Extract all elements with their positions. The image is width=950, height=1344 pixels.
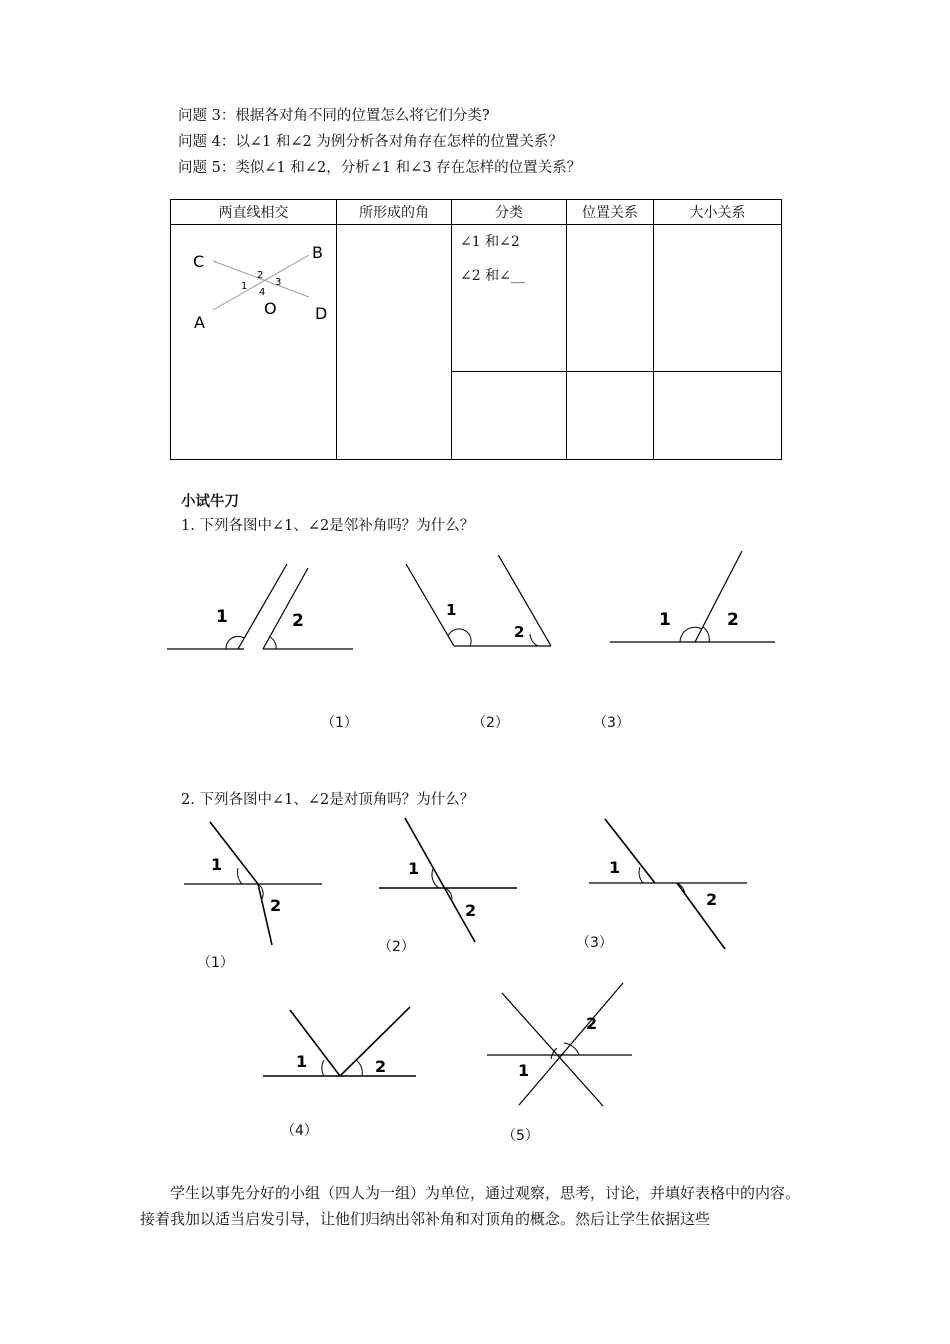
label-angle-1: 1 xyxy=(241,281,248,292)
q2-figure-2 xyxy=(375,812,525,947)
q1-caption-2: （2） xyxy=(472,715,509,731)
label-o: O xyxy=(264,299,277,318)
fig1-3-label-1: 1 xyxy=(659,610,671,630)
label-angle-2: 2 xyxy=(257,270,264,281)
q2-caption-1: （1） xyxy=(197,955,234,971)
classification-cell-bottom xyxy=(452,372,567,460)
q2-figure-5 xyxy=(485,978,635,1108)
q2-figure-4 xyxy=(260,1000,420,1085)
question-5: 问题 5：类似∠1 和∠2，分析∠1 和∠3 存在怎样的位置关系？ xyxy=(178,160,582,176)
q1-figure-1 xyxy=(160,540,360,660)
header-intersecting-lines: 两直线相交 xyxy=(171,200,337,225)
angles-table xyxy=(170,199,782,460)
closing-paragraph: 学生以事先分好的小组（四人为一组）为单位，通过观察，思考，讨论，并填好表格中的内容。接着我加以适当启发引导，让他们归纳出邻补角和对顶角的概念。然后让学生依据这些 xyxy=(140,1184,801,1228)
classify-pair-1: ∠1 和∠2 xyxy=(460,234,520,250)
size-cell-top xyxy=(654,225,782,372)
q2-figure-1 xyxy=(180,815,330,950)
fig2-4-label-1: 1 xyxy=(296,1052,308,1071)
label-angle-3: 3 xyxy=(275,277,282,288)
q1-caption-3: （3） xyxy=(593,715,630,731)
label-d: D xyxy=(315,304,328,323)
header-angles-formed: 所形成的角 xyxy=(337,200,452,225)
q2-caption-3: （3） xyxy=(576,935,613,951)
label-angle-4: 4 xyxy=(259,287,266,298)
fig1-1-label-1: 1 xyxy=(216,607,228,627)
q2-caption-4: （4） xyxy=(281,1123,318,1139)
angles-formed-cell xyxy=(337,225,452,460)
question-4: 问题 4：以∠1 和∠2 为例分析各对角存在怎样的位置关系？ xyxy=(178,134,563,150)
q2-figure-3 xyxy=(585,815,750,950)
label-a: A xyxy=(194,313,205,332)
position-cell-top xyxy=(567,225,654,372)
fig1-3-label-2: 2 xyxy=(727,610,739,630)
practice-question-1: 1. 下列各图中∠1、∠2是邻补角吗？为什么？ xyxy=(181,518,475,534)
intersection-diagram-cell xyxy=(171,225,337,460)
practice-heading: 小试牛刀 xyxy=(181,494,239,510)
classify-pair-2: ∠2 和∠__ xyxy=(460,268,525,284)
header-classification: 分类 xyxy=(452,200,567,225)
fig2-1-label-1: 1 xyxy=(211,855,223,874)
fig2-2-label-1: 1 xyxy=(408,859,420,878)
label-c: C xyxy=(193,252,205,271)
fig2-1-label-2: 2 xyxy=(270,896,282,915)
fig1-2-label-1: 1 xyxy=(446,601,457,619)
fig2-3-label-1: 1 xyxy=(609,858,621,877)
question-3: 问题 3：根据各对角不同的位置怎么将它们分类? xyxy=(178,108,490,124)
header-size-relation: 大小关系 xyxy=(654,200,782,225)
fig2-5-label-1: 1 xyxy=(518,1061,530,1080)
intersecting-lines-diagram xyxy=(171,225,335,455)
practice-question-2: 2. 下列各图中∠1、∠2是对顶角吗？为什么？ xyxy=(181,792,475,808)
fig2-4-label-2: 2 xyxy=(375,1057,387,1076)
label-b: B xyxy=(312,243,323,262)
q1-figure-2 xyxy=(400,555,560,655)
header-position-relation: 位置关系 xyxy=(567,200,654,225)
fig2-5-label-2: 2 xyxy=(586,1014,598,1033)
q1-caption-1: （1） xyxy=(321,715,358,731)
q2-caption-5: （5） xyxy=(502,1128,539,1144)
fig1-1-label-2: 2 xyxy=(292,611,304,631)
fig2-3-label-2: 2 xyxy=(706,890,718,909)
size-cell-bottom xyxy=(654,372,782,460)
position-cell-bottom xyxy=(567,372,654,460)
classification-cell-top xyxy=(452,225,567,372)
fig2-2-label-2: 2 xyxy=(465,901,477,920)
q2-caption-2: （2） xyxy=(378,939,415,955)
q1-figure-3 xyxy=(605,545,785,650)
fig1-2-label-2: 2 xyxy=(514,623,525,641)
